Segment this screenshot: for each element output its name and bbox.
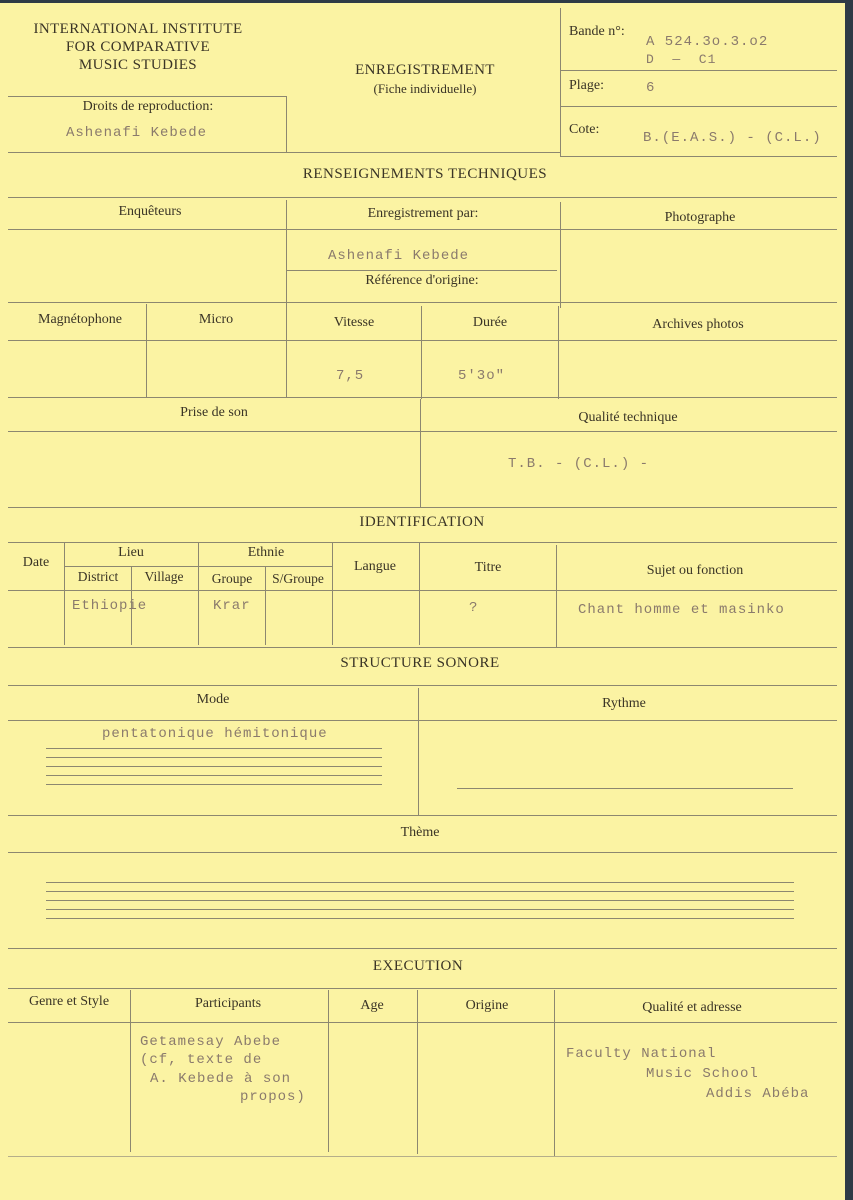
divider <box>146 304 147 397</box>
enqueteurs-label: Enquêteurs <box>118 204 182 219</box>
section-title-technical: RENSEIGNEMENTS TECHNIQUES <box>302 166 548 182</box>
divider <box>8 948 837 949</box>
reference-label: Référence d'origine: <box>365 273 479 288</box>
ruled-line <box>457 788 793 789</box>
ruled-line <box>46 900 794 901</box>
ruled-line <box>46 766 382 767</box>
address-line: Faculty National <box>566 1046 717 1062</box>
section-title-execution: EXECUTION <box>372 958 464 974</box>
photographe-label: Photographe <box>664 210 736 225</box>
vitesse-value: 7,5 <box>336 368 365 384</box>
divider <box>419 543 420 645</box>
participants-label: Participants <box>194 996 262 1011</box>
participant-line: A. Kebede à son <box>150 1071 292 1087</box>
divider <box>560 202 561 308</box>
institute-line-1: INTERNATIONAL INSTITUTE <box>33 21 243 37</box>
titre-value: ? <box>469 600 479 616</box>
divider <box>560 70 837 71</box>
qualite-adresse-label: Qualité et adresse <box>642 1000 742 1015</box>
ruled-line <box>46 882 794 883</box>
form-title: ENREGISTREMENT <box>355 62 495 78</box>
rythme-label: Rythme <box>602 696 646 711</box>
divider <box>418 688 419 815</box>
village-label: Village <box>144 569 184 584</box>
divider <box>8 720 837 721</box>
divider <box>8 590 837 591</box>
duree-label: Durée <box>472 315 508 330</box>
sgroupe-label: S/Groupe <box>272 571 324 586</box>
ruled-line <box>46 918 794 919</box>
divider <box>332 543 333 645</box>
divider <box>558 306 559 399</box>
divider <box>328 990 329 1152</box>
langue-label: Langue <box>354 559 396 574</box>
divider <box>8 197 837 198</box>
district-label: District <box>77 569 119 584</box>
bande-value: A 524.3o.3.o2 <box>646 34 769 50</box>
divider <box>286 304 287 397</box>
ruled-line <box>46 909 794 910</box>
rights-label: Droits de reproduction: <box>82 99 214 114</box>
enregistrement-label: Enregistrement par: <box>367 206 479 221</box>
divider <box>8 397 837 398</box>
district-value: Ethiopie <box>72 598 148 614</box>
section-title-structure: STRUCTURE SONORE <box>340 655 500 671</box>
ruled-line <box>46 784 382 785</box>
cote-value: B.(E.A.S.) - (C.L.) <box>643 130 822 146</box>
divider <box>130 990 131 1152</box>
date-label: Date <box>22 555 50 570</box>
divider <box>560 8 561 156</box>
divider <box>420 399 421 507</box>
theme-label: Thème <box>400 825 440 840</box>
divider <box>8 542 837 543</box>
ruled-line <box>46 757 382 758</box>
magnetophone-label: Magnétophone <box>38 312 122 327</box>
bande-label: Bande n°: <box>569 24 625 39</box>
bande-value-2: D — C1 <box>646 52 717 67</box>
divider <box>8 507 837 508</box>
qualite-technique-value: T.B. - (C.L.) - <box>508 456 650 472</box>
mode-label: Mode <box>196 692 230 707</box>
divider <box>8 229 837 230</box>
groupe-value: Krar <box>213 598 251 614</box>
duree-value: 5'3o" <box>458 368 506 384</box>
enregistrement-value: Ashenafi Kebede <box>328 248 470 264</box>
divider <box>8 852 837 853</box>
address-line: Addis Abéba <box>706 1086 810 1102</box>
address-line: Music School <box>646 1066 759 1082</box>
divider <box>560 156 837 157</box>
divider <box>8 647 837 648</box>
divider <box>8 302 837 303</box>
micro-label: Micro <box>198 312 234 327</box>
divider <box>560 106 837 107</box>
genre-label: Genre et Style <box>28 994 110 1009</box>
card-top-edge <box>0 0 853 3</box>
sujet-label: Sujet ou fonction <box>646 563 744 578</box>
ruled-line <box>46 748 382 749</box>
divider <box>8 685 837 686</box>
divider <box>265 566 266 645</box>
section-title-identification: IDENTIFICATION <box>359 514 485 530</box>
card-edge <box>845 0 853 1200</box>
divider <box>8 431 837 432</box>
institute-line-3: MUSIC STUDIES <box>78 57 198 73</box>
participant-line: propos) <box>240 1089 306 1105</box>
participant-line: Getamesay Abebe <box>140 1034 282 1050</box>
qualite-technique-label: Qualité technique <box>578 410 678 425</box>
lieu-label: Lieu <box>118 545 144 560</box>
divider <box>286 200 287 304</box>
groupe-label: Groupe <box>211 571 253 586</box>
divider <box>8 988 837 989</box>
cote-label: Cote: <box>569 122 600 137</box>
divider <box>421 306 422 399</box>
prise-label: Prise de son <box>180 405 248 420</box>
origine-label: Origine <box>465 998 509 1013</box>
divider <box>8 152 560 153</box>
form-subtitle: (Fiche individuelle) <box>373 81 477 96</box>
titre-label: Titre <box>474 560 502 575</box>
sujet-value: Chant homme et masinko <box>578 602 785 618</box>
plage-value: 6 <box>646 80 656 96</box>
rights-value: Ashenafi Kebede <box>66 125 208 141</box>
divider <box>286 270 557 271</box>
institute-name <box>8 20 268 74</box>
ruled-line <box>46 891 794 892</box>
divider <box>8 340 837 341</box>
divider <box>8 1022 837 1023</box>
divider <box>556 545 557 647</box>
divider <box>8 96 286 97</box>
plage-label: Plage: <box>569 78 604 93</box>
ruled-line <box>46 775 382 776</box>
divider <box>198 543 199 645</box>
archives-label: Archives photos <box>652 317 744 332</box>
vitesse-label: Vitesse <box>333 315 375 330</box>
divider <box>64 543 65 645</box>
divider <box>8 1156 837 1157</box>
divider <box>286 96 287 152</box>
divider <box>554 990 555 1156</box>
ethnie-label: Ethnie <box>247 545 285 560</box>
mode-value: pentatonique hémitonique <box>102 726 328 742</box>
institute-line-2: FOR COMPARATIVE <box>65 39 211 55</box>
age-label: Age <box>360 998 384 1013</box>
divider <box>8 815 837 816</box>
divider <box>417 990 418 1154</box>
participant-line: (cf, texte de <box>140 1052 263 1068</box>
